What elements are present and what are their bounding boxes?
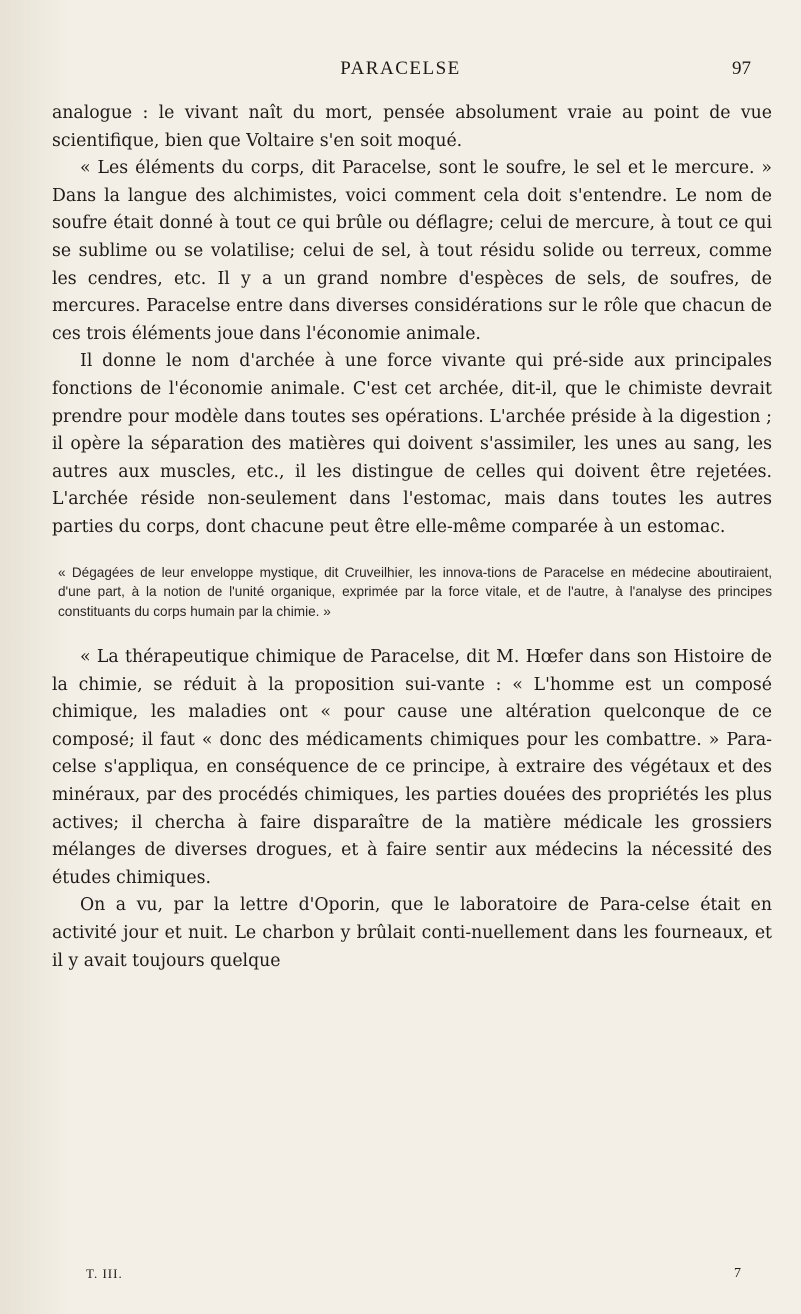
- paragraph-4: « La thérapeutique chimique de Paracelse, dit M. Hœfer dans son Histoire de la chimie, se réduit à la proposition sui-vante : « L'homme est un composé chimique, les maladies ont « pour cause une altération quelconque de ce composé; il faut « donc des médicaments chimiques pour les combattre. » Para-celse s'appliqua, en conséquence de ce principe, à extraire des végétaux et des minéraux, par des procédés chimiques, les parties douées des propriétés les plus actives; il chercha à faire disparaître de la matière médicale les grossiers mélanges de diverses drogues, et à faire sentir aux médecins la nécessité des études chimiques.: [52, 647, 772, 888]
- paragraph-1: analogue : le vivant naît du mort, pensée absolument vraie au point de vue scientifique, bien que Voltaire s'en soit moqué.: [52, 103, 772, 151]
- paragraph-3: Il donne le nom d'archée à une force vivante qui pré-side aux principales fonctions de l'économie animale. C'est cet archée, dit-il, que le chimiste devrait prendre pour modèle dans toutes ses opérations. L'archée préside à la digestion ; il opère la séparation des matières qui doivent s'assimiler, les unes au sang, les autres aux muscles, etc., il les distingue de celles qui doivent être rejetées. L'archée réside non-seulement dans l'estomac, mais dans toutes les autres parties du corps, dont chacune peut être elle-même comparée à un estomac.: [52, 351, 772, 537]
- page-footer: [0, 1266, 801, 1288]
- block-quote: « Dégagées de leur enveloppe mystique, dit Cruveilhier, les innova-tions de Paracelse en médecine aboutiraient, d'une part, à la notion de l'unité organique, exprimée par la force vitale, et de l'autre, à l'analyse des principes constituants du corps humain par la chimie. »: [58, 564, 772, 619]
- signature-number: 7: [734, 1266, 741, 1281]
- page-number: 97: [732, 58, 751, 79]
- signature-mark: T. III.: [86, 1266, 123, 1281]
- page-header: [0, 58, 801, 88]
- paragraph-5: On a vu, par la lettre d'Oporin, que le laboratoire de Para-celse était en activité jour et nuit. Le charbon y brûlait conti-nuellement dans les fourneaux, et il y avait toujours quelque: [52, 895, 772, 971]
- paragraph-2: « Les éléments du corps, dit Paracelse, sont le soufre, le sel et le mercure. » Dans la langue des alchimistes, voici comment cela doit s'entendre. Le nom de soufre était donné à tout ce qui brûle ou déflagre; celui de mercure, à tout ce qui se sublime ou se volatilise; celui de sel, à tout résidu solide ou terreux, comme les cendres, etc. Il y a un grand nombre d'espèces de sels, de soufres, de mercures. Paracelse entre dans diverses considérations sur le rôle que chacun de ces trois éléments joue dans l'économie animale.: [52, 158, 772, 344]
- body-text: [52, 100, 772, 975]
- running-head: PARACELSE: [340, 58, 461, 79]
